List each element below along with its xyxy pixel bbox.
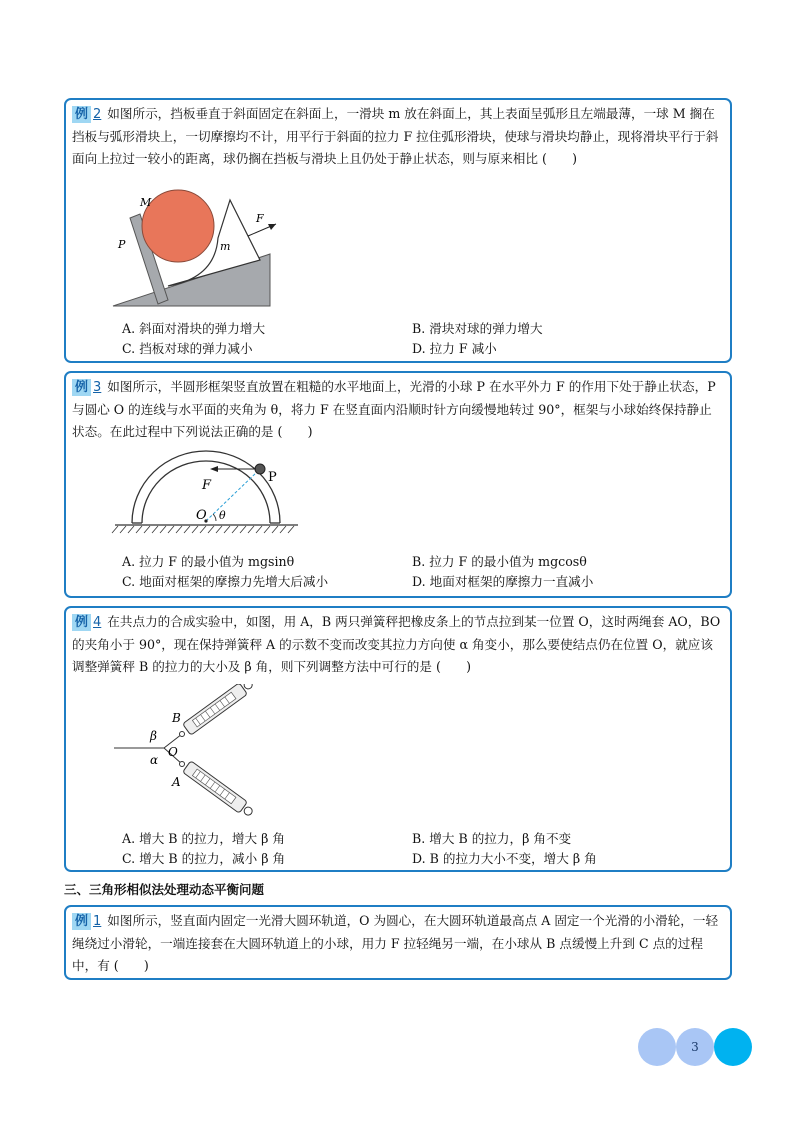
- label-M: M: [140, 196, 152, 209]
- example-s3-1-text: 如图所示，竖直面内固定一光滑大圆环轨道，O 为圆心，在大圆环轨道最高点 A 固定一个光滑的小滑轮，一轻绳绕过小滑轮，一端连接套在大圆环轨道上的小球，用力 F 拉轻绳另一端，在小球从 B 点缓慢上升到 C 点的过程中，有 ( ): [72, 913, 719, 973]
- radius-OP: [206, 471, 258, 521]
- example-4-box: [64, 606, 732, 872]
- example-4-text: 在共点力的合成实验中，如图，用 A，B 两只弹簧秤把橡皮条上的节点拉到某一位置 O，这时两绳套 AO，BO 的夹角小于 90°，现在保持弹簧秤 A 的示数不变而改变其拉力方向使 α 角变小，那么要使结点仍在位置 O，就应该调整弹簧秤 B 的拉力的大小及 β 角，则下列调整方法中可行的是 ( ): [72, 614, 721, 674]
- ball-M: [142, 190, 214, 262]
- page-deco-circle-left: [638, 1028, 676, 1066]
- example-number: 1: [93, 914, 102, 929]
- spring-scale-B: [183, 684, 256, 735]
- option-b: B. 滑块对球的弹力增大: [412, 321, 543, 336]
- option-a: A. 斜面对滑块的弹力增大: [122, 321, 266, 336]
- example-2-stem: [72, 103, 724, 170]
- label-A: A: [172, 775, 181, 789]
- option-b: B. 拉力 F 的最小值为 mgcosθ: [412, 554, 587, 569]
- option-a: A. 拉力 F 的最小值为 mgsinθ: [122, 554, 295, 569]
- example-3-text: 如图所示，半圆形框架竖直放置在粗糙的水平地面上，光滑的小球 P 在水平外力 F 的作用下处于静止状态，P 与圆心 O 的连线与水平面的夹角为 θ，将力 F 在竖直面内沿顺时针方向缓慢地转过 90°，框架与小球始终保持静止状态。在此过程中下列说法正确的是 ( ): [72, 379, 716, 439]
- label-P: P: [268, 470, 277, 485]
- page-number: 3: [691, 1040, 699, 1054]
- option-a: A. 增大 B 的拉力，增大 β 角: [122, 831, 285, 846]
- page-deco-circle-right: [714, 1028, 752, 1066]
- example-4-stem: [72, 611, 724, 678]
- example-s3-1-stem: [72, 910, 724, 977]
- option-d: D. 地面对框架的摩擦力一直减小: [412, 574, 594, 589]
- spring-scale-A: [183, 761, 256, 819]
- example-2-figure: [110, 188, 280, 310]
- label-P: P: [118, 238, 126, 251]
- label-beta: β: [150, 729, 157, 743]
- ball-P: [255, 464, 265, 474]
- example-4-figure: [110, 684, 260, 820]
- example-number: 3: [93, 380, 102, 395]
- label-O: O: [168, 745, 178, 759]
- example-3-stem: [72, 376, 724, 443]
- label-F: F: [202, 478, 212, 493]
- option-c: C. 地面对框架的摩擦力先增大后减小: [122, 574, 329, 589]
- label-B: B: [172, 711, 181, 725]
- example-2-text: 如图所示，挡板垂直于斜面固定在斜面上，一滑块 m 放在斜面上，其上表面呈弧形且左端最薄，一球 M 搁在挡板与弧形滑块上，一切摩擦均不计，用平行于斜面的拉力 F 拉住弧形滑块，使球与滑块均静止，现将滑块平行于斜面向上拉过一较小的距离，球仍搁在挡板与滑块上且仍处于静止状态，则与原来相比 ( ): [72, 106, 719, 166]
- option-d: D. B 的拉力大小不变，增大 β 角: [412, 851, 597, 866]
- label-m: m: [220, 240, 231, 253]
- label-F: F: [256, 212, 264, 225]
- option-d: D. 拉力 F 减小: [412, 341, 497, 356]
- example-2-box: [64, 98, 732, 363]
- example-tag: 例: [72, 106, 91, 123]
- example-number: 2: [93, 107, 102, 122]
- option-b: B. 增大 B 的拉力，β 角不变: [412, 831, 572, 846]
- label-alpha: α: [150, 753, 159, 767]
- option-c: C. 挡板对球的弹力减小: [122, 341, 253, 356]
- example-3-figure: [110, 449, 310, 537]
- example-s3-1-box: [64, 905, 732, 980]
- section-title: 三、三角形相似法处理动态平衡问题: [64, 882, 265, 897]
- label-O: O: [196, 508, 207, 523]
- example-tag: 例: [72, 614, 91, 631]
- page-number-badge: [638, 1028, 752, 1066]
- example-tag: 例: [72, 379, 91, 396]
- example-tag: 例: [72, 913, 91, 930]
- example-3-box: [64, 371, 732, 598]
- example-number: 4: [93, 615, 102, 630]
- option-c: C. 增大 B 的拉力，减小 β 角: [122, 851, 286, 866]
- label-theta: θ: [219, 509, 226, 522]
